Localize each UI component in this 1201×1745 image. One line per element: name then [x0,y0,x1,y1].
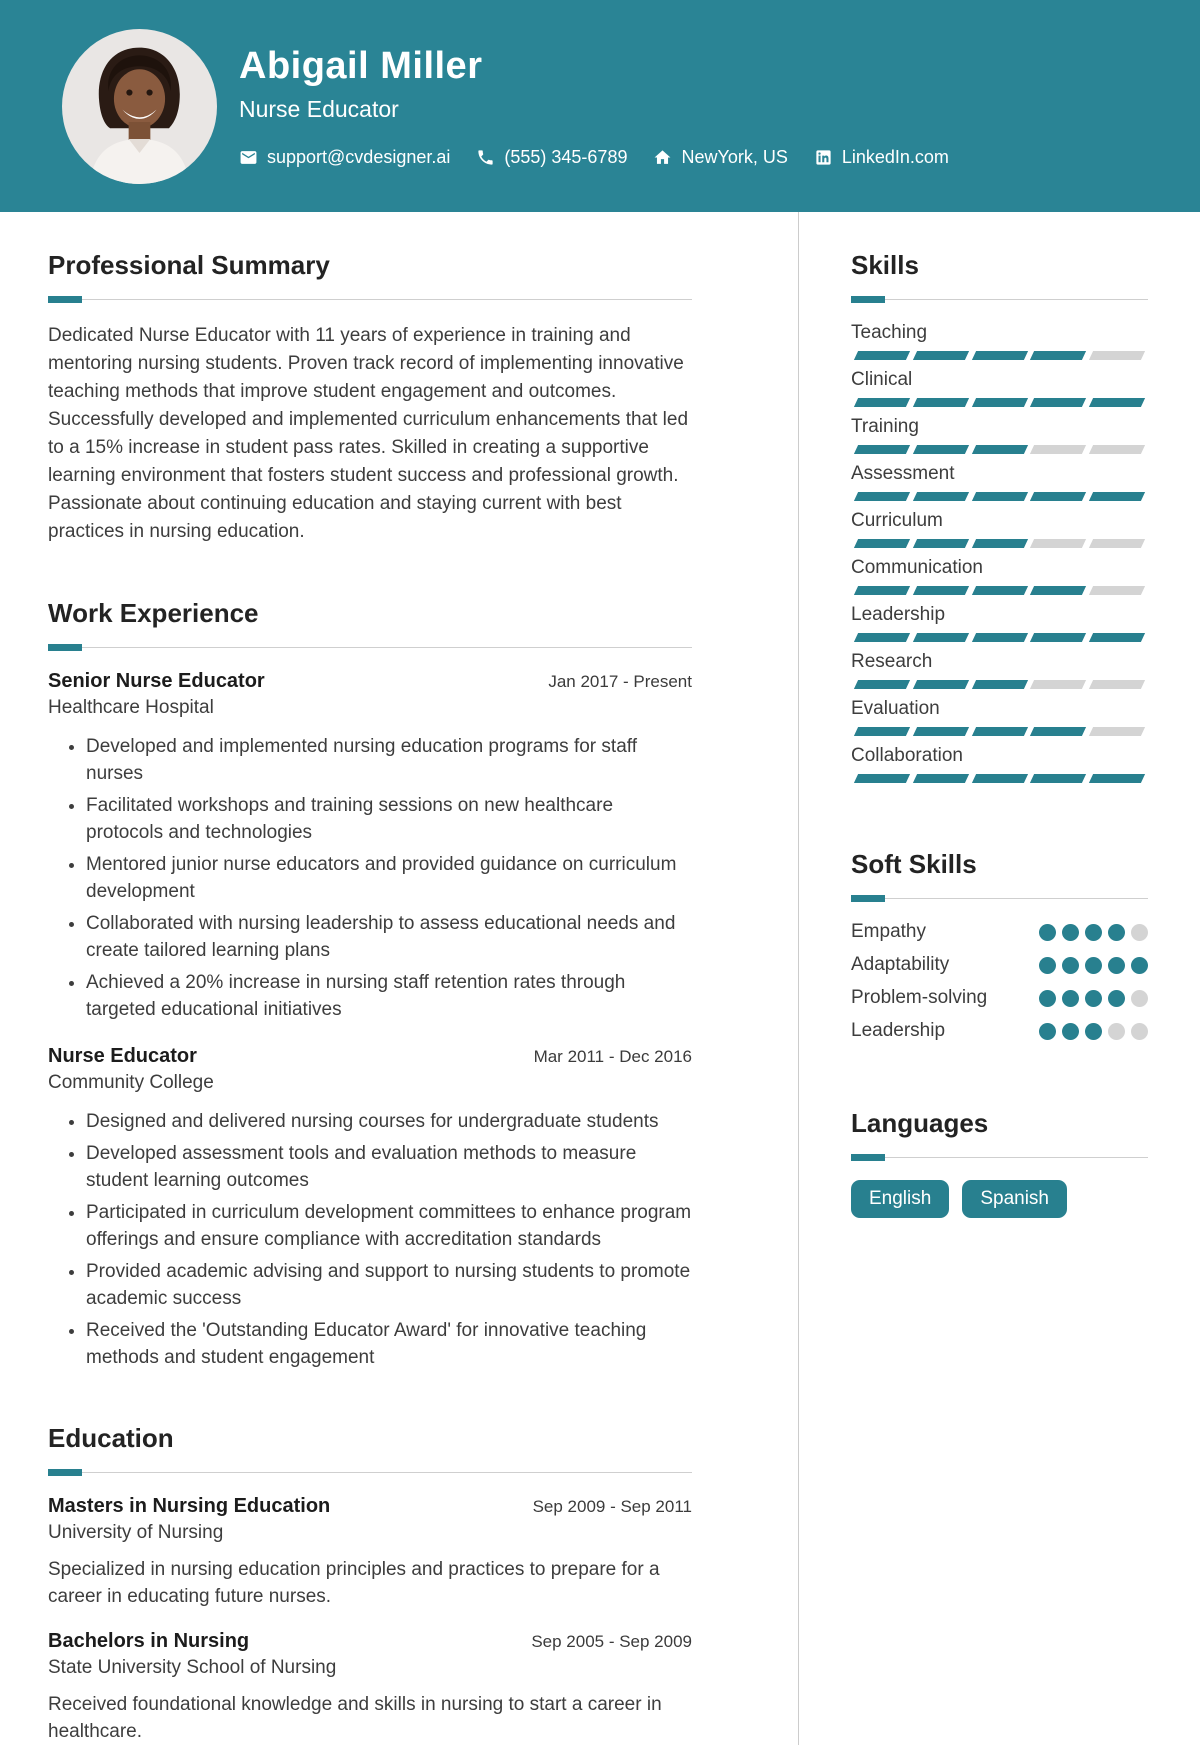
soft-skill-dot [1039,957,1056,974]
section-title-soft-skills: Soft Skills [851,849,977,879]
skill-level-bar [851,727,1148,736]
skill-bar-segment [1089,492,1145,501]
soft-skill-dot [1039,1023,1056,1040]
skill-bar-segment [1089,774,1145,783]
section-divider [851,895,1148,902]
soft-skill-dots [1039,924,1148,941]
skill-bar-segment [1089,539,1145,548]
soft-skill-label: Leadership [851,1020,946,1041]
soft-skill-dot [1062,957,1079,974]
content-columns [0,212,1200,1745]
skill-level-bar [851,445,1148,454]
skill-bar-segment [913,633,969,642]
skill-level-bar [851,586,1148,595]
job-bullet: • Provided academic advising and support to nursing students to promote academic success [86,1258,692,1312]
job-bullet: • Facilitated workshops and training sessions on new healthcare protocols and technologies [86,792,692,846]
skill-row [851,651,1148,689]
section-languages [851,1108,1148,1218]
soft-skill-row [851,987,1148,1009]
contact-item[interactable] [476,147,627,168]
linkedin-icon [814,148,833,167]
section-title-professional-summary: Professional Summary [48,250,330,280]
soft-skill-dot [1131,924,1148,941]
skill-row [851,463,1148,501]
skill-row [851,416,1148,454]
skill-bar-segment [1030,586,1086,595]
skill-bar-segment [854,586,910,595]
skill-row [851,322,1148,360]
skill-bar-segment [854,680,910,689]
skill-bar-segment [971,680,1027,689]
soft-skill-dots [1039,990,1148,1007]
soft-skill-dot [1085,924,1102,941]
soft-skill-row [851,921,1148,943]
soft-skill-dot [1108,924,1125,941]
job-header [48,670,692,693]
skill-label: Curriculum [851,510,943,531]
email-icon [239,148,258,167]
section-work-experience [48,598,692,1371]
person-name: Abigail Miller [239,44,483,87]
skill-label: Assessment [851,463,955,484]
skill-bar-segment [1030,727,1086,736]
education-description: Specialized in nursing education principles and practices to prepare for a career in educating future nurses. [48,1559,660,1607]
jobs-list [48,670,692,1371]
skill-level-bar [851,492,1148,501]
job-bullet: • Developed assessment tools and evaluation methods to measure student learning outcomes [86,1140,692,1194]
section-professional-summary [48,250,692,546]
skill-level-bar [851,680,1148,689]
soft-skills-list [851,921,1148,1042]
job-entry [48,1045,692,1371]
skill-level-bar [851,351,1148,360]
person-job-title: Nurse Educator [239,95,399,122]
education-dates: Sep 2005 - Sep 2009 [531,1632,692,1651]
section-divider [48,296,692,303]
education-entry [48,1630,692,1745]
job-company: Community College [48,1072,214,1093]
job-title: Nurse Educator [48,1045,197,1067]
section-soft-skills [851,849,1148,1042]
job-header [48,1045,692,1068]
skill-bar-segment [1089,398,1145,407]
job-bullet: • Developed and implemented nursing education programs for staff nurses [86,733,692,787]
soft-skill-dot [1062,924,1079,941]
section-title-work-experience: Work Experience [48,598,259,628]
skill-bar-segment [1030,351,1086,360]
skill-label: Leadership [851,604,946,625]
contact-text: (555) 345-6789 [504,146,628,167]
soft-skill-dots [1039,957,1148,974]
contact-text: LinkedIn.com [841,146,949,167]
section-divider [851,296,1148,303]
skill-row [851,604,1148,642]
job-dates: Jan 2017 - Present [548,672,692,691]
skills-list [851,322,1148,783]
skill-label: Evaluation [851,698,940,719]
skill-level-bar [851,398,1148,407]
soft-skill-dot [1085,957,1102,974]
school-name: University of Nursing [48,1522,224,1543]
skill-level-bar [851,539,1148,548]
skill-bar-segment [854,539,910,548]
section-education [48,1423,692,1745]
skill-bar-segment [854,633,910,642]
skill-bar-segment [1089,445,1145,454]
home-icon [653,148,672,167]
education-header [48,1630,692,1653]
soft-skill-dot [1131,1023,1148,1040]
skill-bar-segment [854,398,910,407]
languages-list [851,1180,1148,1218]
header-text-block [239,45,949,168]
contact-row [239,147,949,168]
job-bullets [48,1108,692,1371]
skill-bar-segment [913,680,969,689]
education-list [48,1495,692,1745]
degree-title: Bachelors in Nursing [48,1630,250,1652]
skill-bar-segment [854,351,910,360]
section-divider [48,1469,692,1476]
skill-bar-segment [1030,539,1086,548]
soft-skill-dot [1085,990,1102,1007]
job-bullet: • Participated in curriculum development committees to enhance program offerings and ensure compliance with accreditation standards [86,1199,692,1253]
section-title-languages: Languages [851,1108,989,1138]
job-bullet: • Collaborated with nursing leadership to assess educational needs and create tailored learning plans [86,910,692,964]
skill-label: Collaboration [851,745,963,766]
skill-row [851,510,1148,548]
language-badge: Spanish [962,1180,1067,1218]
skill-bar-segment [971,539,1027,548]
skill-bar-segment [854,774,910,783]
skill-bar-segment [1030,774,1086,783]
education-header [48,1495,692,1518]
sidebar-column [798,212,1201,1745]
skill-bar-segment [971,351,1027,360]
soft-skill-label: Empathy [851,921,926,942]
profile-photo-graphic [62,29,217,184]
skill-bar-segment [1089,633,1145,642]
skill-bar-segment [913,445,969,454]
job-bullets [48,733,692,1023]
skill-bar-segment [854,445,910,454]
soft-skill-dot [1039,990,1056,1007]
skill-label: Teaching [851,322,928,343]
skill-label: Research [851,651,933,672]
skill-bar-segment [971,633,1027,642]
skill-label: Training [851,416,919,437]
summary-text: Dedicated Nurse Educator with 11 years of experience in training and mentoring nursing students. Proven track record of implementing innovative teaching methods that improve student engagement and outcomes. Successfully developed and implemented curriculum enhancements that led to a 15% increase in student pass rates. Skilled in creating a supportive learning environment that fosters student success and professional growth. Passionate about continuing education and staying current with best practices in nursing education. [48,325,689,542]
section-skills [851,250,1148,783]
contact-item[interactable] [653,147,787,168]
section-title-skills: Skills [851,250,919,280]
job-company: Healthcare Hospital [48,697,214,718]
job-bullet: • Mentored junior nurse educators and provided guidance on curriculum development [86,851,692,905]
skill-bar-segment [1030,633,1086,642]
degree-title: Masters in Nursing Education [48,1495,331,1517]
skill-label: Clinical [851,369,913,390]
skill-level-bar [851,774,1148,783]
skill-bar-segment [913,492,969,501]
soft-skill-dot [1108,990,1125,1007]
skill-bar-segment [1089,586,1145,595]
skill-bar-segment [913,727,969,736]
skill-level-bar [851,633,1148,642]
skill-bar-segment [913,586,969,595]
contact-item[interactable] [814,147,949,168]
education-dates: Sep 2009 - Sep 2011 [532,1497,692,1516]
phone-icon [476,148,495,167]
skill-bar-segment [854,492,910,501]
education-entry [48,1495,692,1610]
soft-skill-dot [1062,1023,1079,1040]
soft-skill-dots [1039,1023,1148,1040]
section-divider [851,1154,1148,1161]
section-divider [48,644,692,651]
soft-skill-dot [1085,1023,1102,1040]
job-dates: Mar 2011 - Dec 2016 [533,1047,692,1066]
language-badge: English [851,1180,949,1218]
soft-skill-dot [1131,990,1148,1007]
skill-bar-segment [913,774,969,783]
skill-row [851,557,1148,595]
contact-item[interactable] [239,147,450,168]
soft-skill-dot [1039,924,1056,941]
skill-row [851,698,1148,736]
skill-bar-segment [1089,351,1145,360]
soft-skill-dot [1131,957,1148,974]
contact-text: NewYork, US [681,146,788,167]
soft-skill-dot [1108,1023,1125,1040]
header-band [0,0,1200,212]
skill-bar-segment [1030,680,1086,689]
school-name: State University School of Nursing [48,1657,337,1678]
skill-bar-segment [971,398,1027,407]
contact-text: support@cvdesigner.ai [267,146,451,167]
skill-bar-segment [971,492,1027,501]
job-bullet: • Designed and delivered nursing courses for undergraduate students [86,1108,692,1135]
job-entry [48,670,692,1023]
soft-skill-dot [1062,990,1079,1007]
soft-skill-row [851,1020,1148,1042]
main-column [0,212,692,1745]
skill-label: Communication [851,557,983,578]
skill-bar-segment [913,539,969,548]
skill-bar-segment [913,398,969,407]
soft-skill-label: Adaptability [851,954,950,975]
section-title-education: Education [48,1423,174,1453]
skill-bar-segment [1030,398,1086,407]
job-bullet: • Received the 'Outstanding Educator Award' for innovative teaching methods and student engagement [86,1317,692,1371]
skill-bar-segment [971,445,1027,454]
skill-row [851,745,1148,783]
job-bullet: • Achieved a 20% increase in nursing staff retention rates through targeted educational initiatives [86,969,692,1023]
job-title: Senior Nurse Educator [48,670,265,692]
soft-skill-label: Problem-solving [851,987,988,1008]
profile-photo [62,29,217,184]
skill-bar-segment [913,351,969,360]
skill-bar-segment [854,727,910,736]
skill-bar-segment [971,774,1027,783]
skill-bar-segment [971,586,1027,595]
skill-bar-segment [1030,445,1086,454]
soft-skill-row [851,954,1148,976]
skill-bar-segment [971,727,1027,736]
skill-bar-segment [1089,680,1145,689]
skill-row [851,369,1148,407]
skill-bar-segment [1030,492,1086,501]
skill-bar-segment [1089,727,1145,736]
soft-skill-dot [1108,957,1125,974]
education-description: Received foundational knowledge and skills in nursing to start a career in healthcare. [48,1694,662,1742]
